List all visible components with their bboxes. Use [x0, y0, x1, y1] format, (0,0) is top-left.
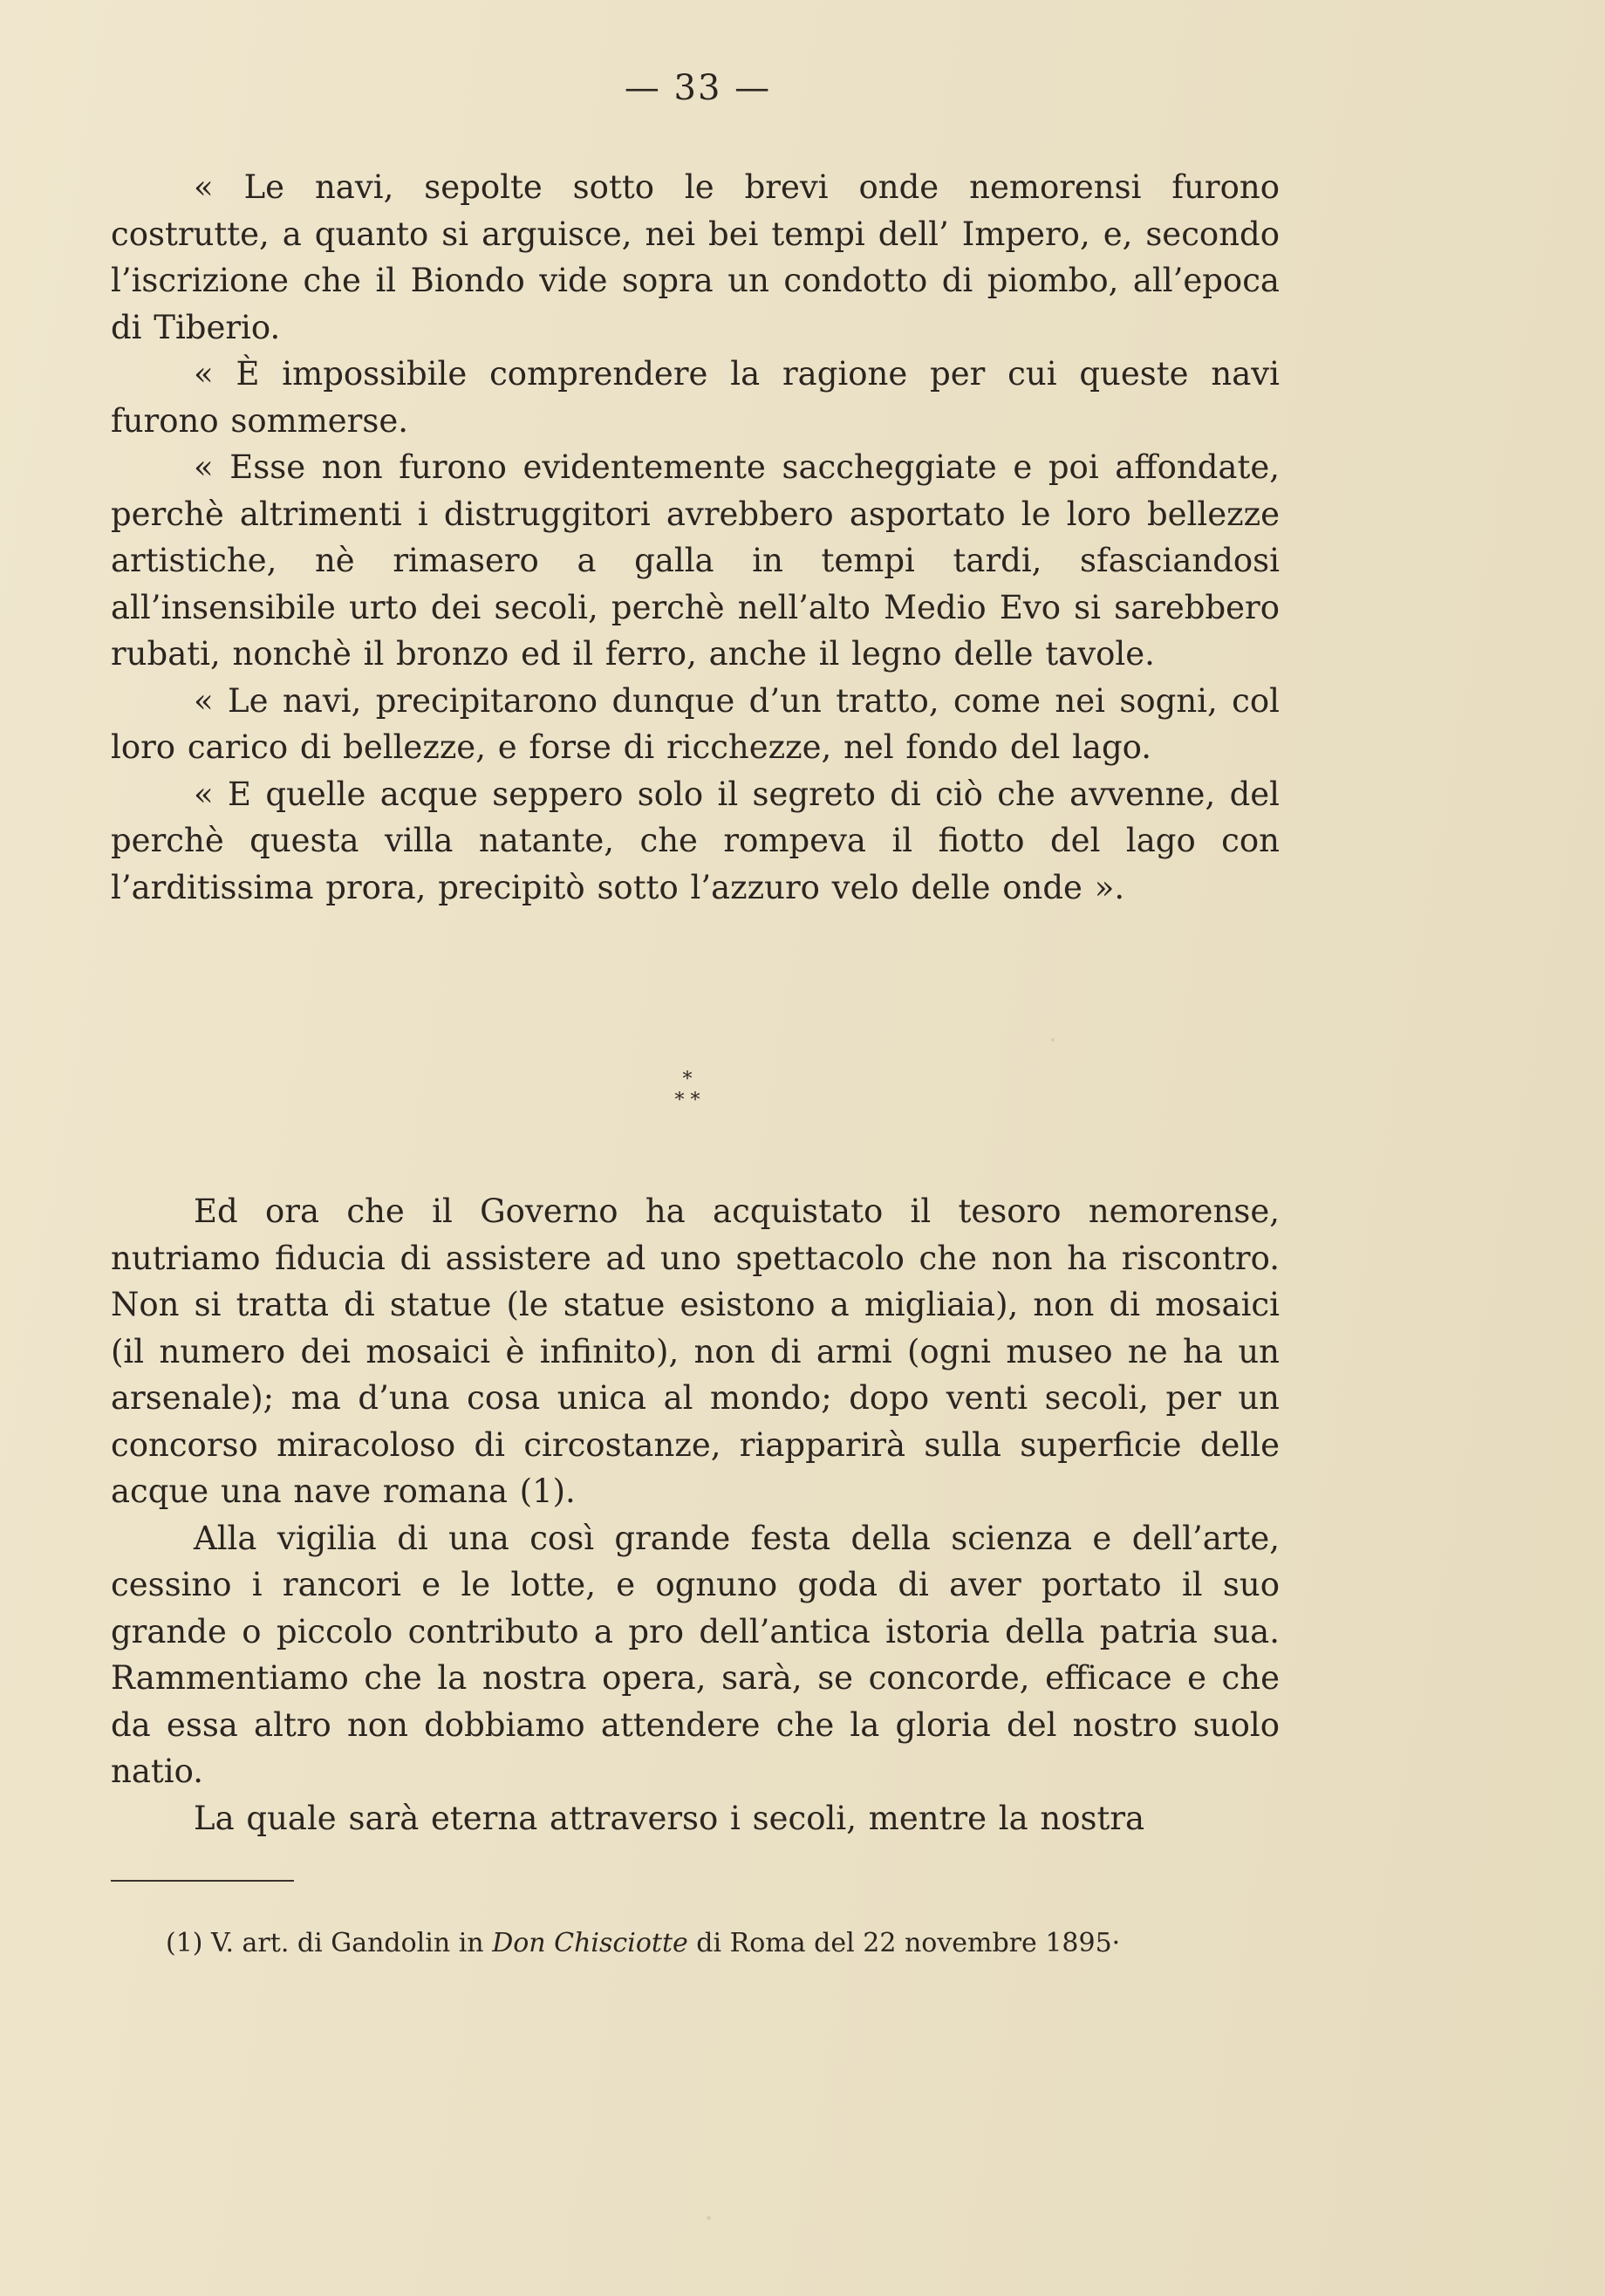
quoted-passage [111, 164, 1280, 911]
asterism-top-star: * [682, 1069, 693, 1090]
page-number: — 33 — [624, 68, 772, 108]
paragraph: La quale sarà eterna attraverso i secoli, mentre la nostra [194, 1799, 1145, 1837]
footnote-divider [111, 1880, 294, 1882]
footnote-marker: (1) [166, 1928, 203, 1958]
paper-stain [1051, 1038, 1055, 1042]
footnote-suffix: di Roma del 22 novembre 1895· [696, 1928, 1121, 1958]
paragraph: Ed ora che il Governo ha acquistato il tesoro nemorense, nutriamo fiducia di assistere ad uno spettacolo che non ha riscontro. Non si tratta di statue (le statue esistono a migliaia), non di mosaici (il numero dei mosaici è infinito), non di armi (ogni museo ne ha un arsenale); ma d’una cosa unica al mondo; dopo venti secoli, per un concorso miracoloso di circostanze, riapparirà sulla superficie delle acque una nave romana (1). [111, 1192, 1280, 1510]
section-break-asterism [661, 1069, 714, 1111]
paragraph: « Esse non furono evidentemente saccheggiate e poi affondate, perchè altrimenti i distruggitori avrebbero asportato le loro bellezze artistiche, nè rimasero a galla in tempi tardi, sfasciandosi all’insensibile urto dei secoli, perchè nell’alto Medio Evo si sarebbero rubati, nonchè il bronzo ed il ferro, anche il legno delle tavole. [111, 448, 1280, 673]
footnote-prefix: V. art. di Gandolin in [211, 1928, 484, 1958]
paper-stain [707, 2216, 711, 2220]
paragraph: « Le navi, sepolte sotto le brevi onde nemorensi furono costrutte, a quanto si arguisce, nei bei tempi dell’ Impero, e, secondo l’iscrizione che il Biondo vide sopra un condotto di piombo, all’epoca di Tiberio. [111, 168, 1280, 346]
footnote-source-title: Don Chisciotte [492, 1928, 688, 1958]
paragraph: « E quelle acque seppero solo il segreto di ciò che avvenne, del perchè questa villa natante, che rompeva il fiotto del lago con l’arditissima prora, precipitò sotto l’azzuro velo delle onde ». [111, 775, 1280, 906]
paragraph: « Le navi, precipitarono dunque d’un tratto, come nei sogni, col loro carico di bellezze, e forse di ricchezze, nel fondo del lago. [111, 681, 1280, 766]
main-passage [111, 1188, 1280, 1842]
paragraph: « È impossibile comprendere la ragione per cui queste navi furono sommerse. [111, 355, 1280, 440]
footnote [166, 1926, 1280, 1961]
asterism-bottom-stars: * * [674, 1090, 700, 1111]
paragraph: Alla vigilia di una così grande festa della scienza e dell’arte, cessino i rancori e le lotte, e ognuno goda di aver portato il suo grande o piccolo contributo a pro dell’antica istoria della patria sua. Rammentiamo che la nostra opera, sarà, se concorde, efficace e che da essa altro non dobbiamo attendere che la gloria del nostro suolo natio. [111, 1519, 1280, 1790]
